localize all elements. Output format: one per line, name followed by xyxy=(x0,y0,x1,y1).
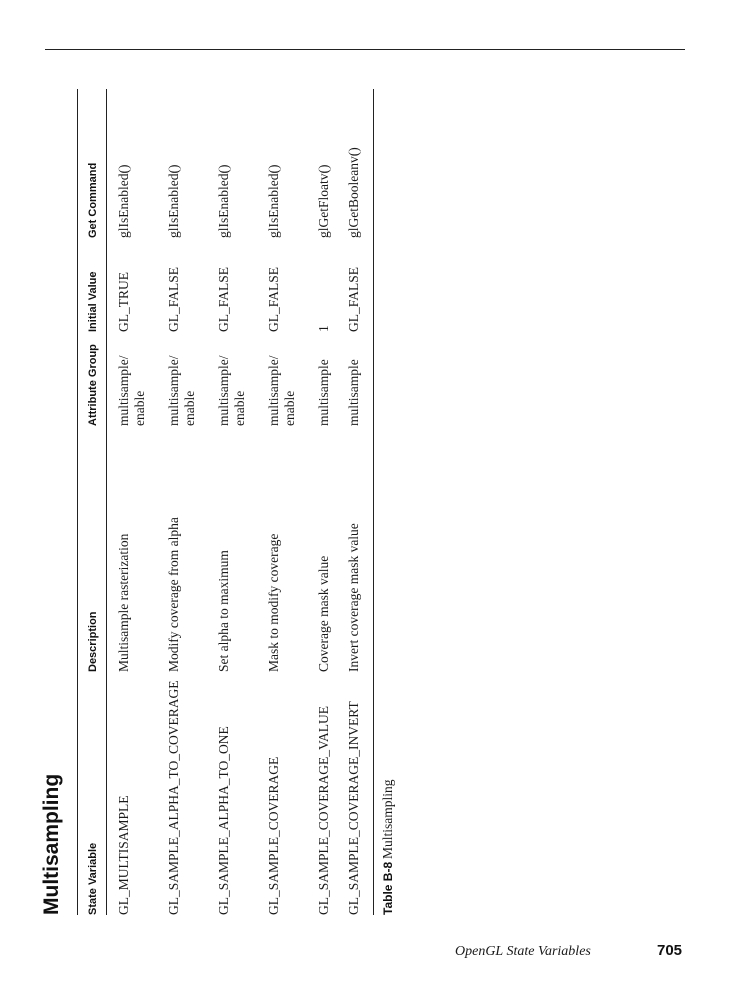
table-caption-label: Table B-8 xyxy=(381,861,395,915)
cell-get-command: glIsEnabled() xyxy=(166,164,181,238)
cell-initial-value: GL_FALSE xyxy=(166,266,181,332)
cell-description: Invert coverage mask value xyxy=(346,523,361,672)
cell-get-command: glGetBooleanv() xyxy=(346,147,361,238)
cell-description: Coverage mask value xyxy=(316,555,331,672)
table-top-rule xyxy=(77,89,78,915)
cell-initial-value: GL_TRUE xyxy=(116,272,131,332)
running-head: OpenGL State Variables xyxy=(455,944,591,959)
rotated-table-block xyxy=(40,85,400,915)
cell-attribute-group: multisample/ enable xyxy=(166,355,197,426)
column-header-attribute-group: Attribute Group xyxy=(87,344,99,426)
cell-get-command: glIsEnabled() xyxy=(266,164,281,238)
cell-state-variable: GL_SAMPLE_ALPHA_TO_COVERAGE xyxy=(166,680,181,915)
column-header-description: Description xyxy=(87,611,99,672)
cell-get-command: glIsEnabled() xyxy=(216,164,231,238)
cell-state-variable: GL_MULTISAMPLE xyxy=(116,795,131,915)
cell-get-command: glGetFloatv() xyxy=(316,164,331,238)
table-caption-text: Multisampling xyxy=(380,779,395,859)
cell-initial-value: GL_FALSE xyxy=(266,266,281,332)
page-top-rule xyxy=(45,49,685,50)
cell-attribute-group: multisample xyxy=(346,359,361,426)
cell-initial-value: GL_FALSE xyxy=(346,266,361,332)
column-header-get-command: Get Command xyxy=(87,162,99,238)
cell-attribute-group: multisample xyxy=(316,359,331,426)
cell-state-variable: GL_SAMPLE_ALPHA_TO_ONE xyxy=(216,726,231,915)
cell-get-command: glIsEnabled() xyxy=(116,164,131,238)
cell-description: Multisample rasterization xyxy=(116,533,131,672)
page-number: 705 xyxy=(657,942,683,959)
cell-initial-value: 1 xyxy=(316,325,331,332)
cell-description: Mask to modify coverage xyxy=(266,533,281,672)
cell-description: Modify coverage from alpha xyxy=(166,517,181,672)
cell-initial-value: GL_FALSE xyxy=(216,266,231,332)
table-header-rule xyxy=(106,89,107,915)
cell-attribute-group: multisample/ enable xyxy=(216,355,247,426)
cell-description: Set alpha to maximum xyxy=(216,550,231,672)
cell-attribute-group: multisample/ enable xyxy=(116,355,147,426)
cell-state-variable: GL_SAMPLE_COVERAGE_VALUE xyxy=(316,705,331,915)
cell-state-variable: GL_SAMPLE_COVERAGE xyxy=(266,756,281,915)
table-bottom-rule xyxy=(373,89,374,915)
section-title: Multisampling xyxy=(40,773,63,915)
cell-attribute-group: multisample/ enable xyxy=(266,355,297,426)
cell-state-variable: GL_SAMPLE_COVERAGE_INVERT xyxy=(346,701,361,915)
column-header-state-variable: State Variable xyxy=(87,842,99,915)
column-header-initial-value: Initial Value xyxy=(87,271,99,332)
